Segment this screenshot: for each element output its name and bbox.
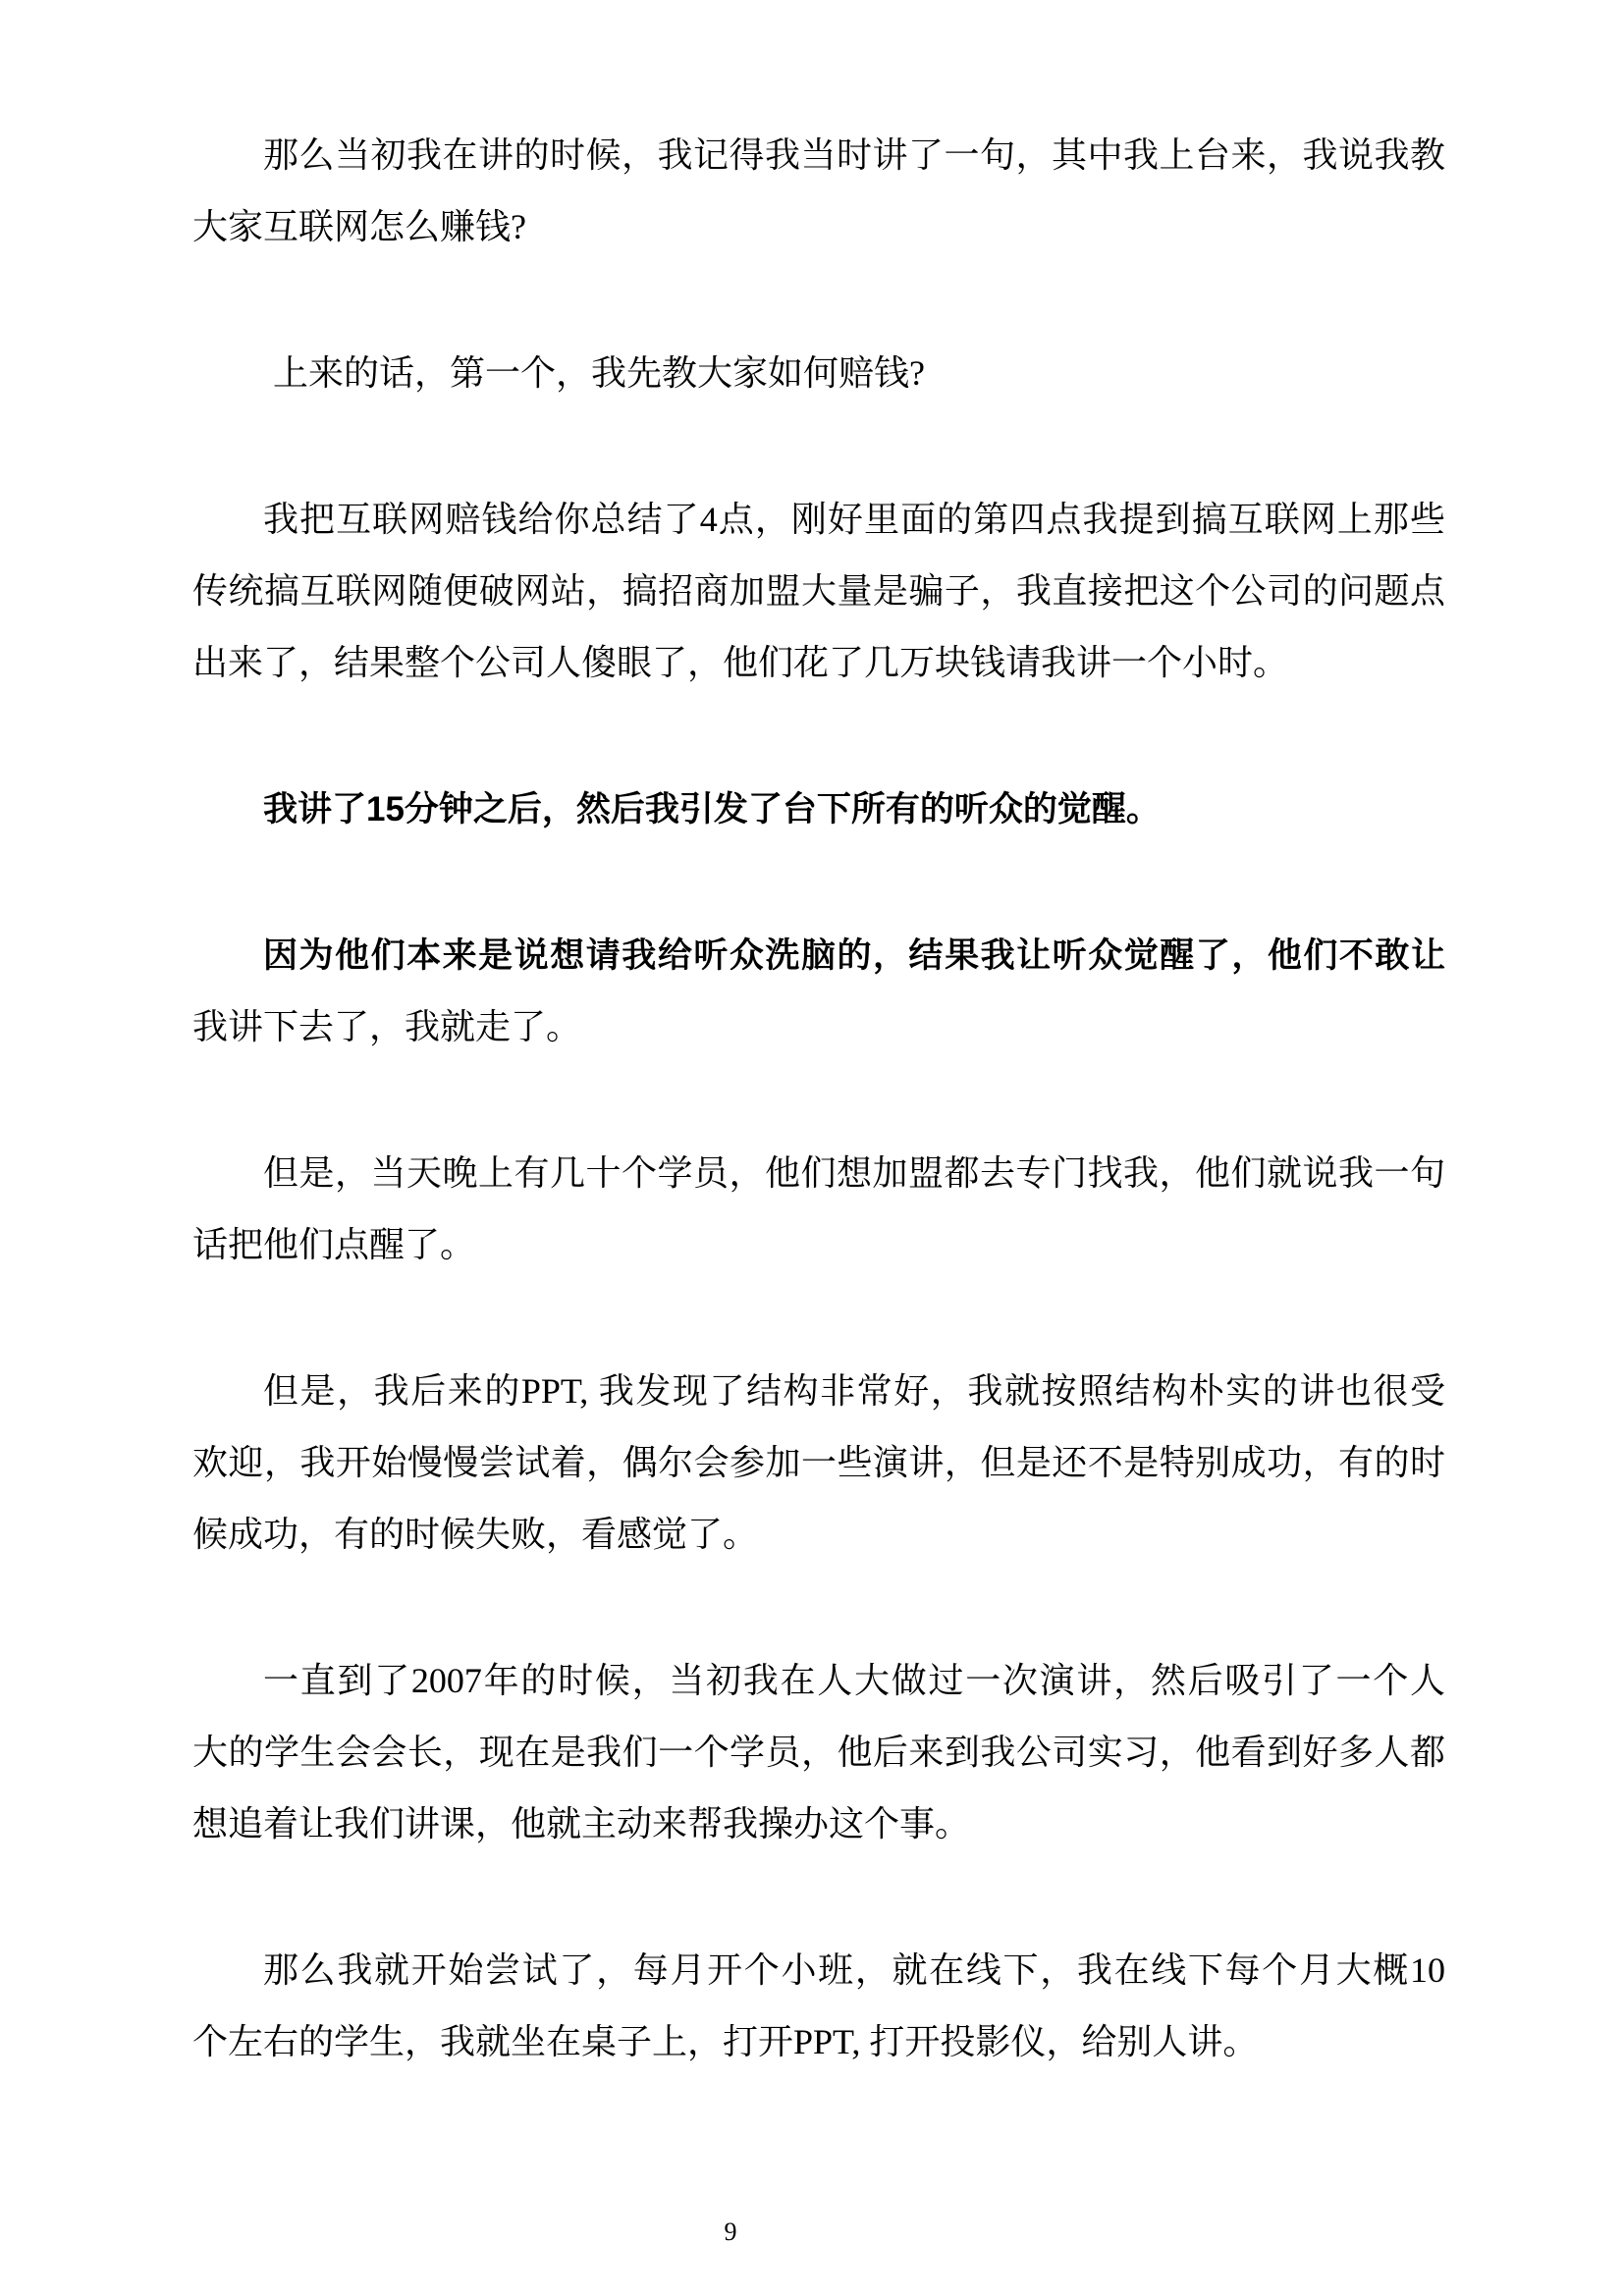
paragraph-2 [192,338,1445,409]
paragraph-line: 我把互联网赔钱给你总结了4点，刚好里面的第四点我提到搞互联网上那些 [263,500,1445,539]
paragraph-1 [192,120,1445,263]
paragraph-line: 大的学生会会长，现在是我们一个学员，他后来到我公司实习，他看到好多人都 [192,1733,1445,1772]
paragraph-line: 个左右的学生，我就坐在桌子上，打开PPT, 打开投影仪，给别人讲。 [192,2022,1259,2061]
paragraph-line: 大家互联网怎么赚钱? [192,207,526,246]
paragraph-line: 一直到了2007年的时候，当初我在人大做过一次演讲，然后吸引了一个人 [263,1661,1445,1700]
paragraph-9 [192,1935,1445,2078]
paragraph-line: 欢迎，我开始慢慢尝试着，偶尔会参加一些演讲，但是还不是特别成功，有的时 [192,1443,1445,1482]
paragraph-line: 候成功，有的时候失败，看感觉了。 [192,1515,759,1554]
paragraph-7 [192,1356,1445,1571]
paragraph-line: 但是，当天晚上有几十个学员，他们想加盟都去专门找我，他们就说我一句 [263,1153,1445,1193]
paragraph-line: 传统搞互联网随便破网站，搞招商加盟大量是骗子，我直接把这个公司的问题点 [192,571,1445,611]
paragraph-line: 但是，我后来的PPT, 我发现了结构非常好，我就按照结构朴实的讲也很受 [263,1371,1445,1411]
paragraph-line: 我讲下去了，我就走了。 [192,1007,582,1046]
paragraph-line: 话把他们点醒了。 [192,1225,476,1264]
paragraph-5 [192,920,1445,1063]
paragraph-line: 上来的话，第一个，我先教大家如何赔钱? [273,353,925,393]
paragraph-line: 想追着让我们讲课，他就主动来帮我操办这个事。 [192,1804,971,1843]
text-body [192,120,1445,2153]
paragraph-line: 那么当初我在讲的时候，我记得我当时讲了一句，其中我上台来，我说我教 [263,135,1445,175]
paragraph-3 [192,484,1445,699]
paragraph-6 [192,1138,1445,1281]
paragraph-line: 我讲了15分钟之后，然后我引发了台下所有的听众的觉醒。 [263,790,1161,828]
paragraph-8 [192,1645,1445,1860]
paragraph-4-bold [192,774,1445,845]
paragraph-line: 因为他们本来是说想请我给听众洗脑的，结果我让听众觉醒了，他们不敢让 [263,936,1445,975]
page-number: 9 [724,2217,737,2246]
paragraph-line: 那么我就开始尝试了，每月开个小班，就在线下，我在线下每个月大概10 [263,1950,1445,1990]
paragraph-line: 出来了，结果整个公司人傻眼了，他们花了几万块钱请我讲一个小时。 [192,643,1289,682]
